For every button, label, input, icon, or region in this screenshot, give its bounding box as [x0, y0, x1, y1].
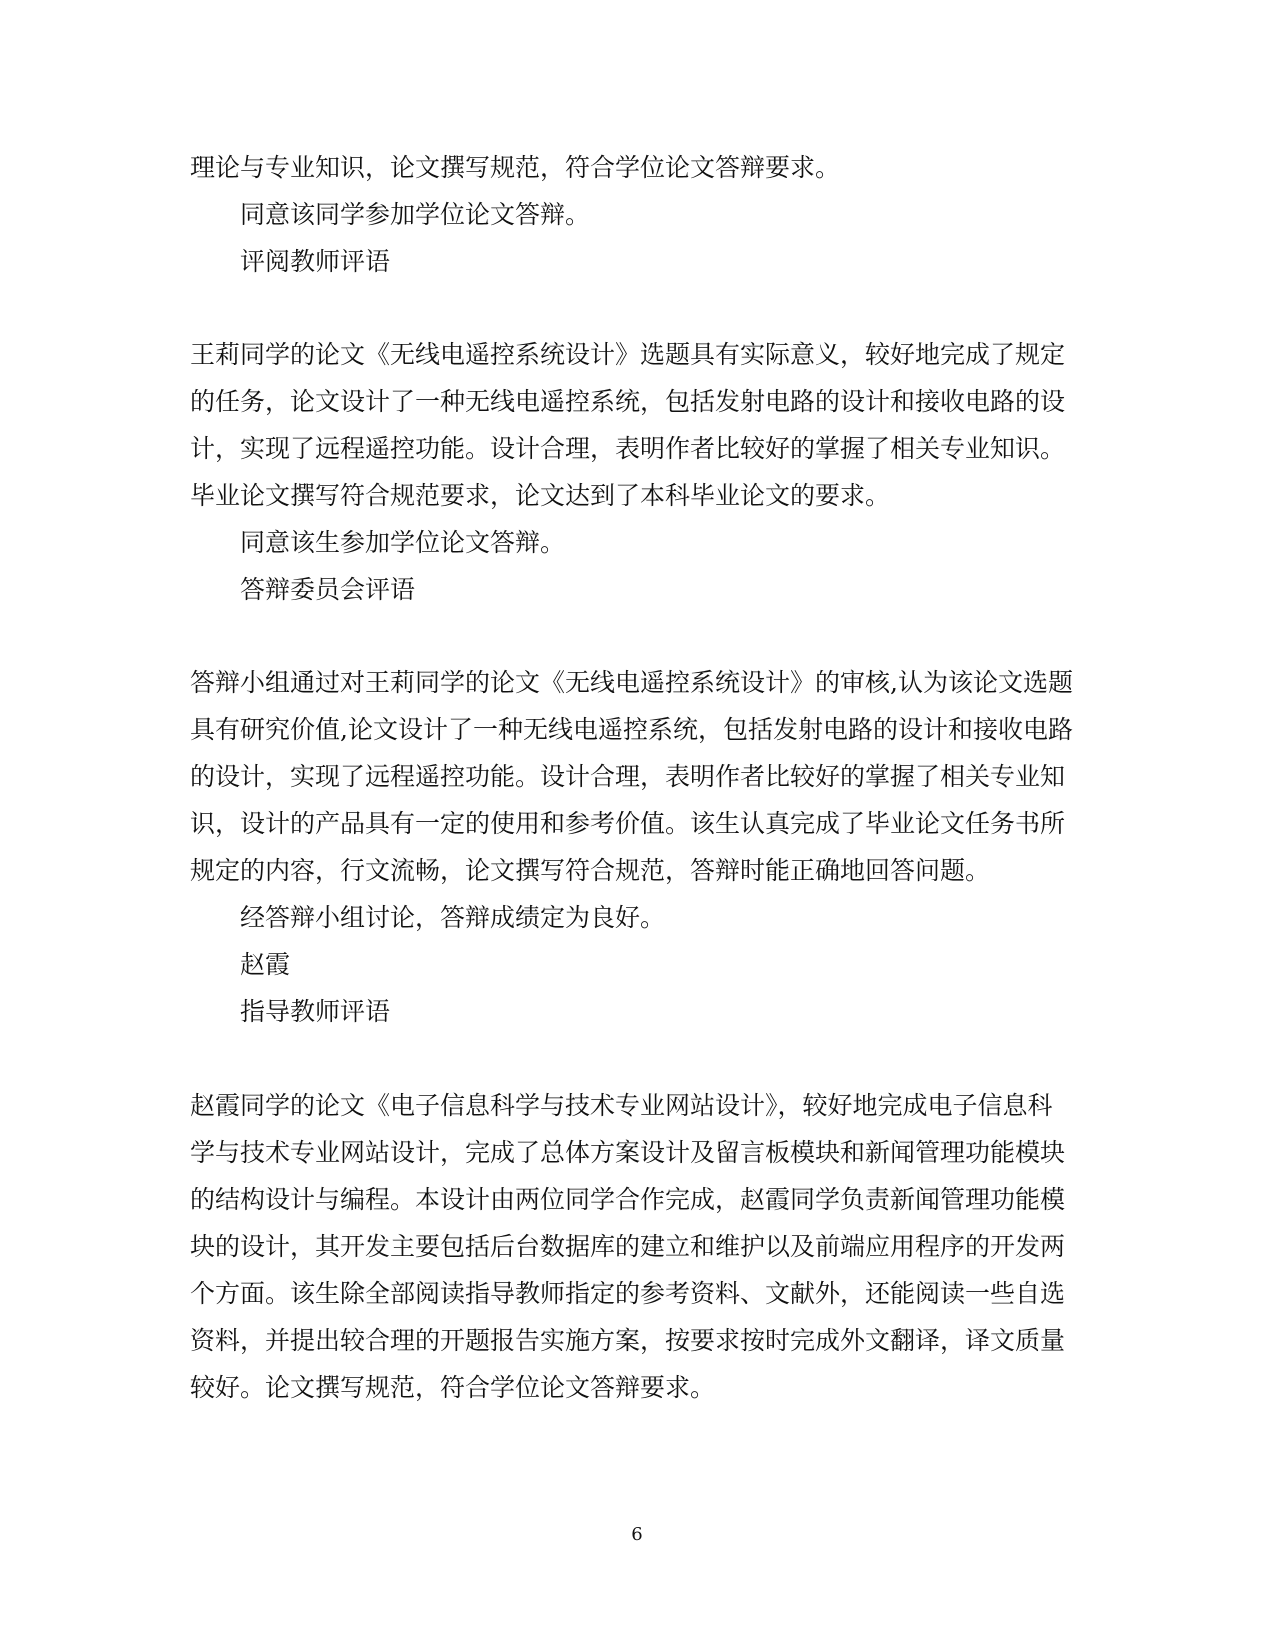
text-line: 的设计，实现了远程遥控功能。设计合理，表明作者比较好的掌握了相关专业知 [190, 762, 1066, 791]
text-line: 识，设计的产品具有一定的使用和参考价值。该生认真完成了毕业论文任务书所 [190, 809, 1066, 838]
text-line: 的结构设计与编程。本设计由两位同学合作完成，赵霞同学负责新闻管理功能模 [190, 1185, 1066, 1214]
text-line: 理论与专业知识，论文撰写规范，符合学位论文答辩要求。 [190, 153, 841, 182]
section-heading: 答辩委员会评语 [240, 575, 416, 604]
text-line: 王莉同学的论文《无线电遥控系统设计》选题具有实际意义，较好地完成了规定 [190, 340, 1066, 369]
text-line: 答辩小组通过对王莉同学的论文《无线电遥控系统设计》的审核,认为该论文选题 [190, 668, 1073, 697]
text-line: 资料，并提出较合理的开题报告实施方案，按要求按时完成外文翻译，译文质量 [190, 1326, 1066, 1355]
text-line: 同意该生参加学位论文答辩。 [240, 528, 566, 557]
text-line: 计，实现了远程遥控功能。设计合理，表明作者比较好的掌握了相关专业知识。 [190, 434, 1066, 463]
section-heading: 评阅教师评语 [240, 247, 391, 276]
text-line: 毕业论文撰写符合规范要求，论文达到了本科毕业论文的要求。 [190, 481, 891, 510]
section-heading: 指导教师评语 [240, 997, 391, 1026]
text-line: 同意该同学参加学位论文答辩。 [240, 200, 591, 229]
text-line: 较好。论文撰写规范，符合学位论文答辩要求。 [190, 1373, 716, 1402]
text-line: 具有研究价值,论文设计了一种无线电遥控系统，包括发射电路的设计和接收电路 [190, 715, 1073, 744]
text-line: 块的设计，其开发主要包括后台数据库的建立和维护以及前端应用程序的开发两 [190, 1232, 1066, 1261]
text-line: 个方面。该生除全部阅读指导教师指定的参考资料、文献外，还能阅读一些自选 [190, 1279, 1066, 1308]
text-line: 的任务，论文设计了一种无线电遥控系统，包括发射电路的设计和接收电路的设 [190, 387, 1066, 416]
signature-name: 赵霞 [240, 950, 291, 979]
text-line: 规定的内容，行文流畅，论文撰写符合规范，答辩时能正确地回答问题。 [190, 856, 991, 885]
text-line: 经答辩小组讨论，答辩成绩定为良好。 [240, 903, 666, 932]
page-number: 6 [631, 1524, 643, 1545]
text-line: 学与技术专业网站设计，完成了总体方案设计及留言板模块和新闻管理功能模块 [190, 1138, 1066, 1167]
text-line: 赵霞同学的论文《电子信息科学与技术专业网站设计》，较好地完成电子信息科 [190, 1091, 1053, 1120]
